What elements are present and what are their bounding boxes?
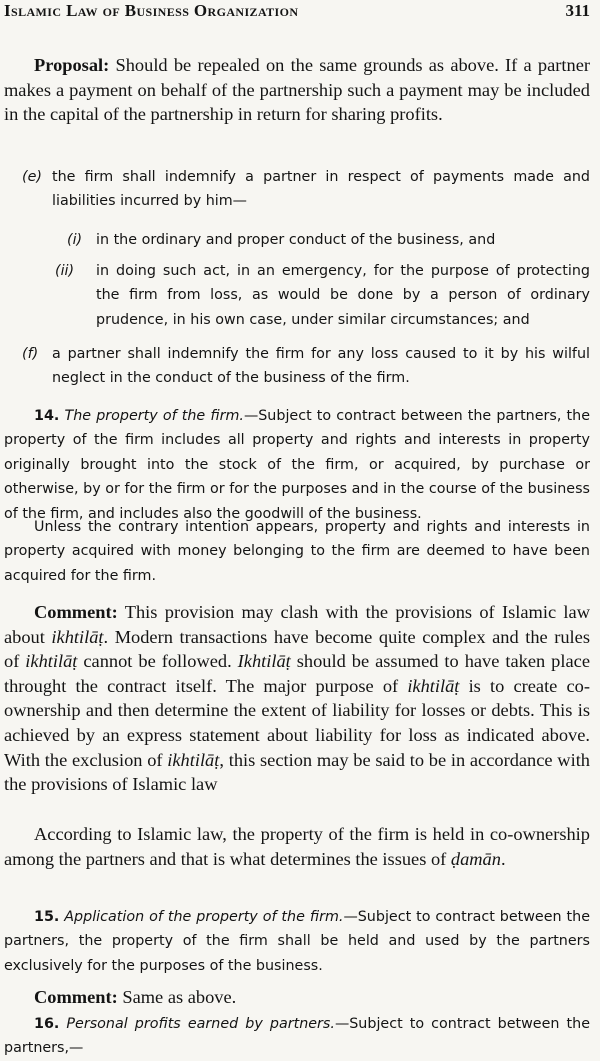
- clause-text: a partner shall indemnify the firm for any loss caused to it by his wilful neglect in the conduct of the business of the firm.: [52, 346, 590, 387]
- comment-text: . Modern transactions have become quite complex and the rules of: [4, 626, 590, 672]
- comment-text: is to create co-ownership and then determine the extent of liability for losses or debts. This is achieved by an express statement about liability for loss as indicated above. With the exclusion of: [4, 675, 590, 770]
- comment-text: should be assumed to have taken place throught the contract itself. The major purpose of: [4, 651, 590, 696]
- comment-paragraph-2: [4, 822, 590, 871]
- comment-text: Same as above.: [117, 987, 237, 1007]
- section-15: [4, 905, 590, 978]
- term-ikhtilat: Ikhtilāṭ: [237, 651, 291, 672]
- clause-marker: (e): [22, 169, 42, 185]
- term-ikhtilat: ikhtilāṭ: [167, 749, 220, 770]
- page-number: 311: [565, 1, 590, 20]
- section-heading: The property of the firm.: [64, 408, 244, 424]
- proposal-label: Proposal:: [34, 55, 110, 75]
- subclause-i: [55, 228, 590, 252]
- clause-f: [22, 342, 590, 391]
- subclause-ii: [55, 259, 590, 332]
- clause-text: the firm shall indemnify a partner in respect of payments made and liabilities incurred by him—: [52, 169, 590, 210]
- running-header: [4, 0, 590, 26]
- term-daman: ḍamān: [450, 848, 501, 869]
- comment-paragraph-3: [4, 985, 590, 1010]
- comment-text: , this section may be said to be in accordance with the provisions of Islamic law: [4, 749, 591, 795]
- section-heading: Application of the property of the firm.: [64, 909, 344, 925]
- term-ikhtilat: ikhtilāṭ: [25, 651, 78, 672]
- comment-text: .: [500, 848, 506, 869]
- term-ikhtilat: ikhtilāṭ: [407, 675, 460, 696]
- section-text: Unless the contrary intention appears, property and rights and interests in property acquired with money belonging to the firm are deemed to have been acquired for the firm.: [4, 519, 590, 584]
- section-text: —Subject to contract between the partners, the property of the firm shall be held and used by the partners exclusively for the purposes of the business.: [4, 909, 590, 974]
- proposal-text: Should be repealed on the same grounds as above. If a partner makes a payment on behalf of the partnership such a payment may be included in the capital of the partnership in return for sharing profits.: [4, 55, 590, 125]
- section-text: —Subject to contract between the partners,—: [4, 1016, 590, 1057]
- comment-text: cannot be followed.: [77, 651, 238, 672]
- section-14: [4, 404, 590, 526]
- section-number: 15.: [34, 909, 60, 925]
- clause-marker: (f): [22, 346, 39, 362]
- comment-text: According to Islamic law, the property of the firm is held in co-ownership among the partners and that is what determines the issues of: [4, 824, 590, 869]
- section-14-paragraph-2: [4, 515, 590, 588]
- term-ikhtilat: ikhtilāṭ: [51, 626, 104, 647]
- subclause-marker: (i): [67, 232, 83, 248]
- section-heading: Personal profits earned by partners.: [66, 1016, 335, 1032]
- subclause-text: in the ordinary and proper conduct of the business, and: [96, 232, 496, 248]
- clause-e: [22, 165, 590, 214]
- comment-text: This provision may clash with the provisions of Islamic law about: [4, 602, 590, 647]
- comment-paragraph: [4, 600, 590, 797]
- running-title: Islamic Law of Business Organization: [4, 1, 299, 20]
- section-text: —Subject to contract between the partners, the property of the firm includes all property and rights and interests in property originally brought into the stock of the firm, or acquired, by purchase or otherwise, by or for the firm or for the purposes and in the course of the business of the firm, and includes also the goodwill of the business.: [4, 408, 590, 522]
- comment-label: Comment:: [34, 987, 118, 1007]
- comment-label: Comment:: [34, 602, 118, 622]
- subclause-text: in doing such act, in an emergency, for the purpose of protecting the firm from loss, as would be done by a person of ordinary prudence, in his own case, under similar circumstances; and: [96, 263, 590, 328]
- proposal-paragraph: [4, 53, 590, 127]
- section-number: 14.: [34, 408, 60, 424]
- section-number: 16.: [34, 1016, 60, 1032]
- section-16: [4, 1012, 590, 1061]
- subclause-marker: (ii): [55, 263, 75, 279]
